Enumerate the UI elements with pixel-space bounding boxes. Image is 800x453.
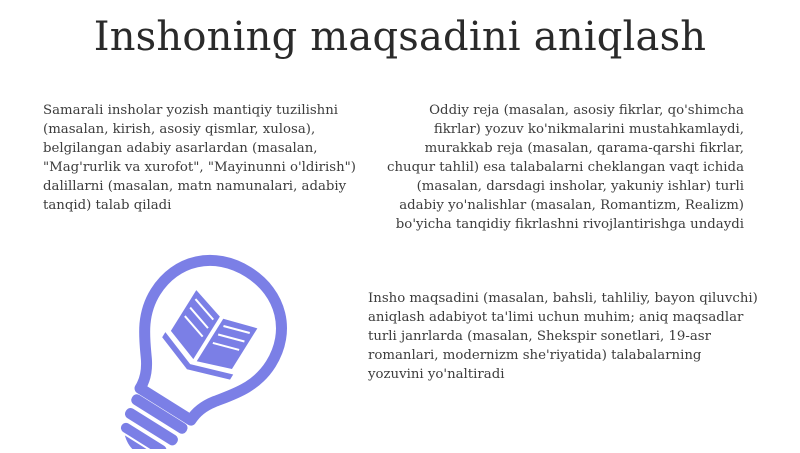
paragraph-right: Oddiy reja (masalan, asosiy fikrlar, qo'shimcha fikrlar) yozuv ko'nikmalarini mustahkamlaydi, murakkab reja (masalan, qarama-qarshi fikrlar, chuqur tahlil) esa talabalarni cheklangan vaqt ichida (masalan, darsdagi insholar, yakuniy ishlar) turli adabiy yo'nalishlar (masalan, Romantizm, Realizm) bo'yicha tanqidiy fikrlashni rivojlantirishga undaydi [387, 103, 744, 232]
paragraph-bottom: Insho maqsadini (masalan, bahsli, tahliliy, bayon qiluvchi) aniqlash adabiyot ta'limi uchun muhim; aniq maqsadlar turli janrlarda (masalan, Shekspir sonetlari, 19-asr romanlari, modernizm she'riyatida) talabalarning yozuvini yo'naltiradi [368, 291, 758, 382]
slide-title: Inshoning maqsadini aniqlash [93, 14, 707, 60]
lightbulb-book-icon [100, 253, 300, 449]
paragraph-left: Samarali insholar yozish mantiqiy tuzilishni (masalan, kirish, asosiy qismlar, xulosa), belgilangan adabiy asarlardan (masalan, "Mag'rurlik va xurofot", "Mayinunni o'ldirish") dalillarni (masalan, matn namunalari, adabiy tanqid) talab qiladi [43, 103, 356, 213]
